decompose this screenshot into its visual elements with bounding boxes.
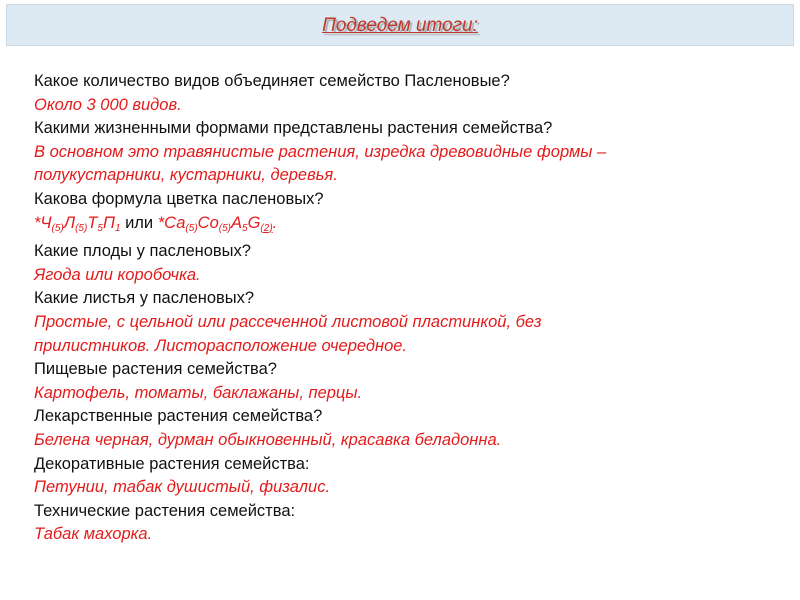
flower-formula bbox=[34, 212, 774, 241]
question-line: Какими жизненными формами представлены растения семейства? bbox=[34, 119, 553, 138]
formula-or: или bbox=[120, 213, 158, 232]
formula-sub: (5) bbox=[75, 222, 88, 234]
question-line: Какие листья у пасленовых? bbox=[34, 289, 255, 308]
question-line: Декоративные растения семейства: bbox=[34, 454, 310, 473]
formula-end: . bbox=[272, 213, 278, 232]
content-body bbox=[34, 70, 774, 547]
formula-part: А bbox=[231, 213, 243, 232]
answer-line: Ягода или коробочка. bbox=[34, 265, 201, 284]
title-bar bbox=[6, 4, 794, 46]
answer-line: Картофель, томаты, баклажаны, перцы. bbox=[34, 383, 363, 402]
formula-sub: (5) bbox=[218, 222, 231, 234]
formula-part: *Са bbox=[157, 213, 186, 232]
formula-part: Т bbox=[87, 213, 98, 232]
question-line: Технические растения семейства: bbox=[34, 501, 296, 520]
formula-sub: (2) bbox=[260, 222, 273, 234]
slide-title: Подведем итоги: bbox=[322, 15, 478, 36]
formula-part: G bbox=[247, 213, 261, 232]
formula-sub: 1 bbox=[114, 222, 121, 234]
question-line: Какова формула цветка пасленовых? bbox=[34, 189, 324, 208]
answer-line: Петунии, табак душистый, физалис. bbox=[34, 478, 331, 497]
answer-line: прилистников. Листорасположение очередное. bbox=[34, 336, 408, 355]
question-line: Какие плоды у пасленовых? bbox=[34, 242, 251, 261]
answer-line: Около 3 000 видов. bbox=[34, 95, 182, 114]
question-line: Лекарственные растения семейства? bbox=[34, 407, 323, 426]
formula-sub: 5 bbox=[97, 222, 103, 234]
answer-line: Белена черная, дурман обыкновенный, красавка беладонна. bbox=[34, 430, 502, 449]
answer-line: В основном это травянистые растения, изредка древовидные формы – bbox=[34, 142, 607, 161]
formula-part: П bbox=[102, 213, 115, 232]
answer-line: Простые, с цельной или рассеченной листовой пластинкой, без bbox=[34, 312, 542, 331]
formula-part: Со bbox=[197, 213, 219, 232]
question-line: Какое количество видов объединяет семейство Пасленовые? bbox=[34, 72, 510, 90]
question-line: Пищевые растения семейства? bbox=[34, 360, 277, 379]
answer-line: Табак махорка. bbox=[34, 525, 153, 544]
formula-part: Л bbox=[63, 213, 76, 232]
formula-part: *Ч bbox=[34, 213, 52, 232]
answer-line: полукустарники, кустарники, деревья. bbox=[34, 166, 338, 185]
formula-sub: (5) bbox=[185, 222, 198, 234]
formula-sub: 5 bbox=[242, 222, 248, 234]
formula-sub: (5) bbox=[51, 222, 64, 234]
